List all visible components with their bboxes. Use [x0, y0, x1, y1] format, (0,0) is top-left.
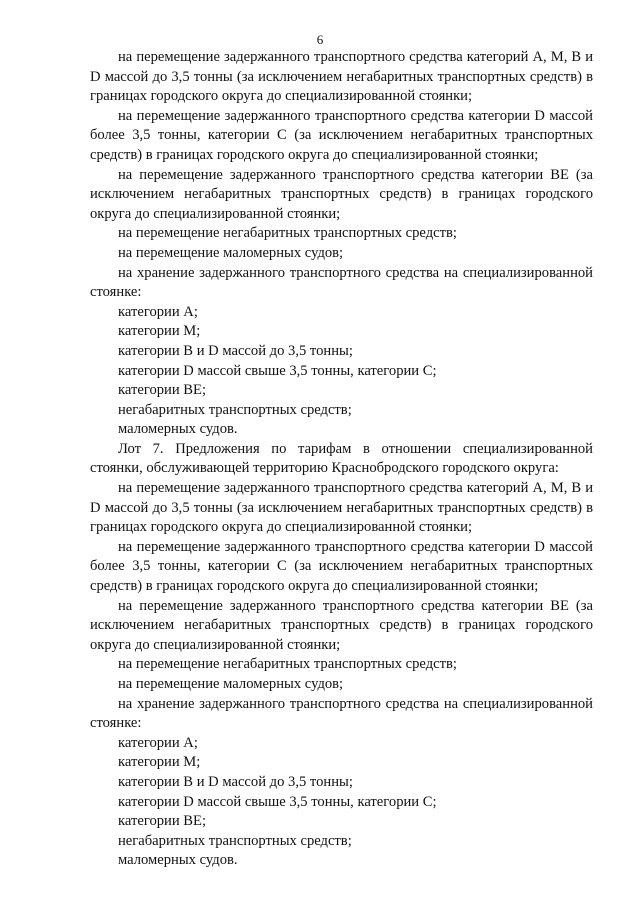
paragraph: на перемещение задержанного транспортного средства категории D массой более 3,5 тонны, категории С (за исключением негабаритных транспортных средств) в границах городского округа до специализированной стоянки; [90, 538, 593, 595]
paragraph: на хранение задержанного транспортного средства на специализированной стоянке: [90, 264, 593, 301]
list-item: категории ВЕ; [118, 813, 207, 830]
list-item: категории D массой свыше 3,5 тонны, категории С; [118, 793, 437, 810]
lot-heading: Лот 7. Предложения по тарифам в отношении специализированной стоянки, обслуживающей территорию Краснобродского городского округа: [90, 440, 593, 477]
paragraph: на перемещение задержанного транспортного средства категории ВЕ (за исключением негабаритных транспортных средств) в границах городского округа до специализированной стоянки; [90, 597, 593, 653]
list-item: категории В и D массой до 3,5 тонны; [118, 342, 353, 359]
list-item: категории М; [118, 754, 201, 771]
paragraph: на перемещение негабаритных транспортных средств; [118, 225, 457, 242]
paragraph: на перемещение маломерных судов; [118, 244, 344, 261]
list-item: маломерных судов. [118, 421, 238, 438]
page-number: 6 [316, 32, 324, 47]
paragraph: на перемещение маломерных судов; [118, 676, 344, 692]
list-item: категории ВЕ; [118, 382, 207, 399]
list-item: маломерных судов. [118, 852, 238, 869]
paragraph: на перемещение задержанного транспортного средства категории ВЕ (за исключением негабаритных транспортных средств) в границах городского округа до специализированной стоянки; [90, 166, 593, 222]
list-item: негабаритных транспортных средств; [118, 832, 352, 849]
paragraph: на перемещение негабаритных транспортных средств; [118, 656, 457, 673]
document-body [90, 48, 593, 871]
paragraph: на перемещение задержанного транспортного средства категории D массой более 3,5 тонны, категории С (за исключением негабаритных транспортных средств) в границах городского округа до специализированной стоянки; [90, 107, 593, 163]
list-item: категории А; [118, 734, 198, 751]
paragraph: на перемещение задержанного транспортного средства категорий А, М, В и D массой до 3,5 тонны (за исключением негабаритных транспортных средств) в границах городского округа до специализированной стоянки; [90, 480, 593, 536]
list-item: негабаритных транспортных средств; [118, 401, 352, 418]
list-item: категории D массой свыше 3,5 тонны, категории С; [118, 362, 437, 379]
paragraph: на перемещение задержанного транспортного средства категорий А, М, В и D массой до 3,5 тонны (за исключением негабаритных транспортных средств) в границах городского округа до специализированной стоянки; [90, 49, 593, 105]
list-item: категории А; [118, 303, 198, 320]
paragraph: на хранение задержанного транспортного средства на специализированной стоянке: [90, 695, 593, 732]
list-item: категории В и D массой до 3,5 тонны; [118, 773, 353, 790]
list-item: категории М; [118, 323, 201, 340]
